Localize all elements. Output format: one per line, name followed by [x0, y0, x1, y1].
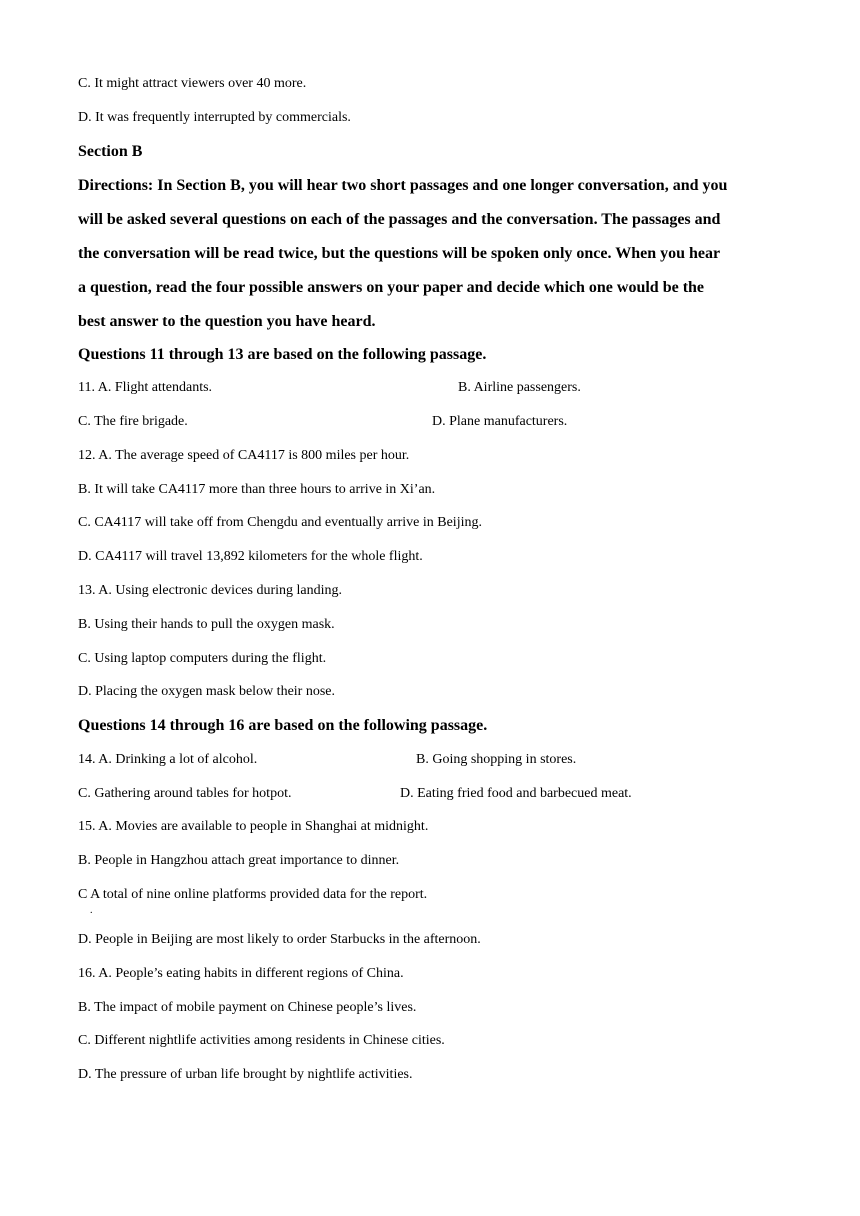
q13-option-d: D. Placing the oxygen mask below their nose. — [78, 684, 336, 699]
q13-option-c: C. Using laptop computers during the flight. — [78, 651, 327, 666]
q12-option-a: 12. A. The average speed of CA4117 is 800 miles per hour. — [78, 448, 410, 463]
directions-line-3: the conversation will be read twice, but the questions will be spoken only once. When you hear — [78, 245, 721, 262]
q12-option-b: B. It will take CA4117 more than three hours to arrive in Xi’an. — [78, 482, 436, 497]
q15-option-d: D. People in Beijing are most likely to order Starbucks in the afternoon. — [78, 932, 481, 947]
option-c-prev: C. It might attract viewers over 40 more. — [78, 76, 307, 91]
q16-option-c: C. Different nightlife activities among residents in Chinese cities. — [78, 1033, 445, 1048]
option-d-prev: D. It was frequently interrupted by commercials. — [78, 110, 351, 125]
q16-option-b: B. The impact of mobile payment on Chinese people’s lives. — [78, 1000, 417, 1015]
q11-option-a: 11. A. Flight attendants. — [78, 380, 213, 395]
directions-line-2: will be asked several questions on each of the passages and the conversation. The passages and — [78, 211, 721, 228]
q12-option-c: C. CA4117 will take off from Chengdu and eventually arrive in Beijing. — [78, 515, 482, 530]
directions-line-4: a question, read the four possible answers on your paper and decide which one would be the — [78, 279, 705, 296]
stray-dot-mark: . — [90, 905, 93, 916]
q14-option-c: C. Gathering around tables for hotpot. — [78, 786, 292, 801]
section-title: Section B — [78, 143, 143, 160]
q15-option-a: 15. A. Movies are available to people in Shanghai at midnight. — [78, 819, 429, 834]
directions-line-1: Directions: In Section B, you will hear two short passages and one longer conversation, and you — [78, 177, 728, 194]
directions-line-5: best answer to the question you have heard. — [78, 313, 376, 330]
q14-option-a: 14. A. Drinking a lot of alcohol. — [78, 752, 258, 767]
q15-option-c: C A total of nine online platforms provided data for the report. — [78, 887, 428, 902]
q14-option-b: B. Going shopping in stores. — [416, 752, 577, 767]
q15-option-b: B. People in Hangzhou attach great importance to dinner. — [78, 853, 400, 868]
group-heading-14-16: Questions 14 through 16 are based on the following passage. — [78, 717, 488, 734]
q11-option-c: C. The fire brigade. — [78, 414, 188, 429]
q11-option-d: D. Plane manufacturers. — [432, 414, 568, 429]
q16-option-d: D. The pressure of urban life brought by nightlife activities. — [78, 1067, 413, 1082]
q11-option-b: B. Airline passengers. — [458, 380, 581, 395]
q14-option-d: D. Eating fried food and barbecued meat. — [400, 786, 632, 801]
q16-option-a: 16. A. People’s eating habits in different regions of China. — [78, 966, 404, 981]
q13-option-b: B. Using their hands to pull the oxygen mask. — [78, 617, 335, 632]
group-heading-11-13: Questions 11 through 13 are based on the following passage. — [78, 346, 487, 363]
q12-option-d: D. CA4117 will travel 13,892 kilometers for the whole flight. — [78, 549, 423, 564]
q13-option-a: 13. A. Using electronic devices during landing. — [78, 583, 342, 598]
